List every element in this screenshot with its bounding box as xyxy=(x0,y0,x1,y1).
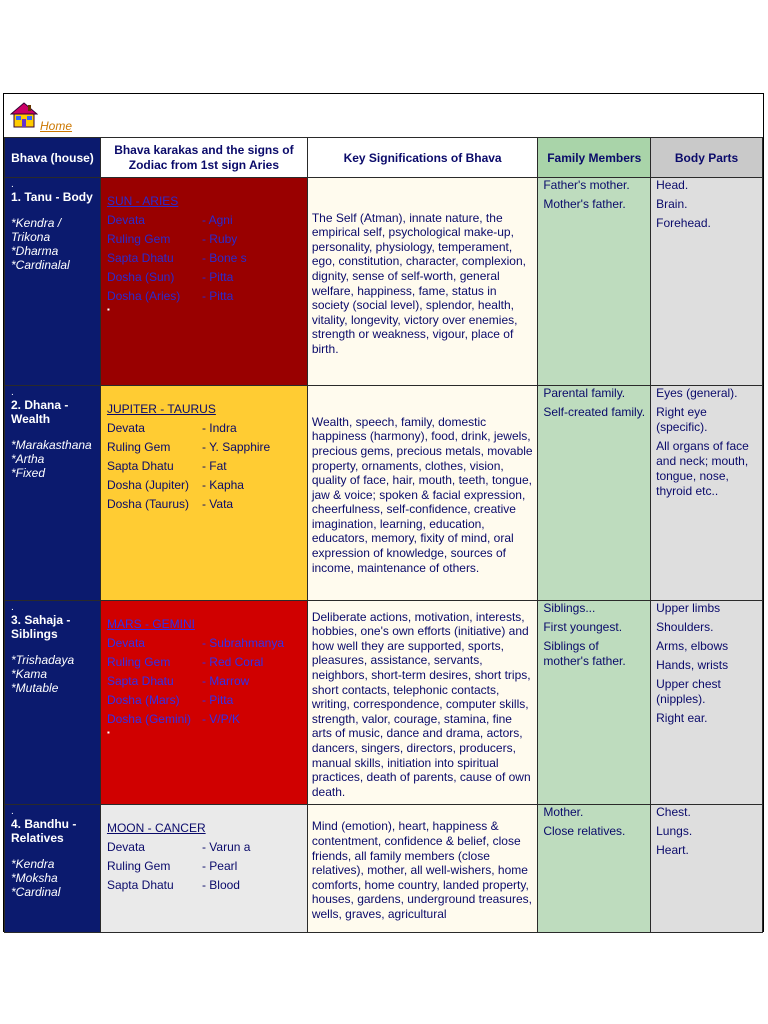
karaka-label: Sapta Dhatu xyxy=(106,674,174,688)
home-bar xyxy=(4,94,763,138)
karaka-row xyxy=(107,710,303,729)
bhava-attribute: *Artha xyxy=(11,452,45,466)
karaka-row xyxy=(107,495,303,514)
significations-text: The Self (Atman), innate nature, the empirical self, psychological make-up, personality, physiology, temperament, ego, constitution, character, complexion, dignity, sense of self-worth, general welfare, happiness, fame, status in society (social level), splendor, health, vitality, longevity, victory over enemies, strength or weakness, vigour, place of birth. xyxy=(311,210,526,356)
karaka-value: - Fat xyxy=(201,459,227,473)
table-row xyxy=(5,386,763,601)
body-part-item: Head. xyxy=(656,178,689,192)
body-part-item: Heart. xyxy=(656,843,689,857)
karaka-value: - Kapha xyxy=(201,478,244,492)
body-cell xyxy=(651,601,763,805)
karaka-value: - V/P/K xyxy=(201,712,240,726)
karaka-label: Dosha (Jupiter) xyxy=(106,478,189,492)
karaka-label: Ruling Gem xyxy=(106,232,171,246)
bhava-attribute: *Cardinal xyxy=(11,885,61,899)
karaka-row xyxy=(107,672,303,691)
bhava-attribute: *Mutable xyxy=(11,681,59,695)
body-part-item: Lungs. xyxy=(656,824,693,838)
family-item: Siblings... xyxy=(543,601,596,615)
home-icon[interactable] xyxy=(10,102,38,128)
table-row xyxy=(5,601,763,805)
karaka-value: - Pitta xyxy=(201,289,234,303)
bhava-attribute: *Kendra / Trikona xyxy=(11,216,62,244)
karaka-value: - Indra xyxy=(201,421,237,435)
karaka-value: - Marrow xyxy=(201,674,250,688)
family-cell xyxy=(538,805,651,933)
bhava-name: 4. Bandhu -Relatives xyxy=(11,817,77,845)
bhava-name: 2. Dhana -Wealth xyxy=(11,398,69,426)
header-family-members: Family Members xyxy=(538,138,651,178)
karaka-cell xyxy=(100,386,307,601)
body-cell xyxy=(651,386,763,601)
karaka-row xyxy=(107,249,303,268)
significations-cell xyxy=(307,178,537,386)
header-row xyxy=(5,138,763,178)
family-item: Parental family. xyxy=(543,386,626,400)
karaka-row xyxy=(107,268,303,287)
planet-sign: JUPITER - TAURUS xyxy=(106,402,216,416)
bhava-attribute: *Moksha xyxy=(11,871,58,885)
planet-sign: MOON - CANCER xyxy=(106,821,206,835)
body-cell xyxy=(651,805,763,933)
karaka-row xyxy=(107,457,303,476)
body-part-item: Hands, wrists xyxy=(656,658,729,672)
karaka-row xyxy=(107,653,303,672)
karaka-value: - Bone s xyxy=(201,251,247,265)
bhava-attribute: *Cardinalal xyxy=(11,258,70,272)
significations-text: Deliberate actions, motivation, interests, hobbies, one's own efforts (initiative) and how well they are supported, sports, pleasures, assistance, servants, neighbors, short-term desires, short trips, short contacts, telephonic contacts, writing, correspondence, computer skills, strength, valor, courage, stamina, fine arts of music, dance and drama, actors, dancers, singers, directors, producers, manual skills, initiation into spiritual practices, death of parents, cause of own death. xyxy=(311,609,531,799)
header-key-significations: Key Significations of Bhava xyxy=(307,138,537,178)
karaka-value: - Ruby xyxy=(201,232,238,246)
significations-cell xyxy=(307,601,537,805)
body-part-item: Brain. xyxy=(656,197,688,211)
karaka-label: Devata xyxy=(106,421,145,435)
significations-cell xyxy=(307,386,537,601)
body-part-item: Shoulders. xyxy=(656,620,714,634)
significations-cell xyxy=(307,805,537,933)
karaka-value: - Subrahmanya xyxy=(201,636,284,650)
body-part-item: Right ear. xyxy=(656,711,708,725)
planet-sign: SUN - ARIES xyxy=(106,194,179,208)
bhava-attributes xyxy=(11,438,100,480)
family-item: Close relatives. xyxy=(543,824,626,838)
bhava-attribute: *Dharma xyxy=(11,244,59,258)
karaka-row xyxy=(107,634,303,653)
karaka-value: - Agni xyxy=(201,213,233,227)
bhava-attribute: *Kama xyxy=(11,667,48,681)
karaka-label: Dosha (Taurus) xyxy=(106,497,189,511)
family-cell xyxy=(538,386,651,601)
bhava-attributes xyxy=(11,216,100,272)
karaka-label: Ruling Gem xyxy=(106,655,171,669)
bhava-table xyxy=(4,137,763,933)
karaka-row xyxy=(107,876,303,895)
karaka-row xyxy=(107,476,303,495)
bhava-name: 1. Tanu - Body xyxy=(11,190,93,204)
bhava-cell xyxy=(5,805,101,933)
karaka-label: Ruling Gem xyxy=(106,440,171,454)
table-row xyxy=(5,178,763,386)
karaka-row xyxy=(107,857,303,876)
karaka-value: - Vata xyxy=(201,497,234,511)
bhava-attribute: *Marakasthana xyxy=(11,438,92,452)
karaka-cell xyxy=(100,601,307,805)
karaka-row xyxy=(107,287,303,306)
karaka-row xyxy=(107,838,303,857)
family-item: Father's mother. xyxy=(543,178,630,192)
family-item: Mother's father. xyxy=(543,197,626,211)
home-link[interactable]: Home xyxy=(40,119,73,133)
family-item: Siblings of mother's father. xyxy=(543,639,626,668)
significations-text: Mind (emotion), heart, happiness & contentment, confidence & belief, close friends, all family members (close relatives), mother, all well-wishers, home comforts, home country, landed property, houses, gardens, underground treasures, wells, graves, agricultural xyxy=(311,819,532,921)
karaka-value: - Varun a xyxy=(201,840,251,854)
family-cell xyxy=(538,601,651,805)
karaka-label: Dosha (Gemini) xyxy=(106,712,191,726)
family-item: Self-created family. xyxy=(543,405,646,419)
karaka-label: Sapta Dhatu xyxy=(106,459,174,473)
karaka-value: - Blood xyxy=(201,878,240,892)
small-dot: ▪ xyxy=(106,728,110,737)
body-part-item: Chest. xyxy=(656,805,691,819)
karaka-cell xyxy=(100,178,307,386)
karaka-label: Sapta Dhatu xyxy=(106,878,174,892)
bhava-attribute: *Trishadaya xyxy=(11,653,75,667)
bhava-attribute: *Fixed xyxy=(11,466,46,480)
bhava-dot: . xyxy=(11,602,14,613)
small-dot: ▪ xyxy=(106,305,110,314)
body-part-item: Eyes (general). xyxy=(656,386,738,400)
bhava-cell xyxy=(5,386,101,601)
bhava-dot: . xyxy=(11,179,14,190)
karaka-row xyxy=(107,691,303,710)
bhava-dot: . xyxy=(11,387,14,398)
bhava-attributes xyxy=(11,857,100,899)
bhava-cell xyxy=(5,601,101,805)
header-body-parts: Body Parts xyxy=(651,138,763,178)
body-part-item: All organs of face and neck; mouth, tongue, nose, thyroid etc.. xyxy=(656,439,749,498)
bhava-attributes xyxy=(11,653,100,695)
body-part-item: Right eye (specific). xyxy=(656,405,708,434)
karaka-value: - Y. Sapphire xyxy=(201,440,271,454)
header-bhava: Bhava (house) xyxy=(5,138,101,178)
body-part-item: Forehead. xyxy=(656,216,711,230)
karaka-row xyxy=(107,419,303,438)
significations-text: Wealth, speech, family, domestic happiness (harmony), food, drink, jewels, precious gems, precious metals, movable property, ornaments, clothes, vision, quality of face, hair, mouth, teeth, tongue, jaw & voice; spoken & facial expression, cheerfulness, self-confidence, creative imagination, learning, education, educators, memory, fixity of mind, oral expression of knowledge, sources of income, maintenance of others. xyxy=(311,414,533,575)
karaka-row xyxy=(107,230,303,249)
planet-sign: MARS - GEMINI xyxy=(106,617,195,631)
bhava-cell xyxy=(5,178,101,386)
karaka-value: - Pitta xyxy=(201,693,234,707)
body-part-item: Upper limbs xyxy=(656,601,721,615)
bhava-dot: . xyxy=(11,806,14,817)
karaka-label: Ruling Gem xyxy=(106,859,171,873)
karaka-label: Devata xyxy=(106,636,145,650)
bhava-attribute: *Kendra xyxy=(11,857,55,871)
header-karakas: Bhava karakas and the signs of Zodiac from 1st sign Aries xyxy=(100,138,307,178)
karaka-label: Dosha (Sun) xyxy=(106,270,175,284)
family-cell xyxy=(538,178,651,386)
content-frame xyxy=(3,93,764,932)
karaka-row xyxy=(107,438,303,457)
karaka-label: Dosha (Aries) xyxy=(106,289,181,303)
table-row xyxy=(5,805,763,933)
karaka-label: Dosha (Mars) xyxy=(106,693,180,707)
bhava-name: 3. Sahaja - Siblings xyxy=(11,613,71,641)
karaka-value: - Pearl xyxy=(201,859,238,873)
karaka-value: - Red Coral xyxy=(201,655,264,669)
karaka-label: Devata xyxy=(106,840,145,854)
karaka-label: Sapta Dhatu xyxy=(106,251,174,265)
family-item: First youngest. xyxy=(543,620,623,634)
body-part-item: Upper chest (nipples). xyxy=(656,677,721,706)
body-part-item: Arms, elbows xyxy=(656,639,729,653)
body-cell xyxy=(651,178,763,386)
karaka-cell xyxy=(100,805,307,933)
karaka-value: - Pitta xyxy=(201,270,234,284)
karaka-label: Devata xyxy=(106,213,145,227)
family-item: Mother. xyxy=(543,805,584,819)
karaka-row xyxy=(107,211,303,230)
